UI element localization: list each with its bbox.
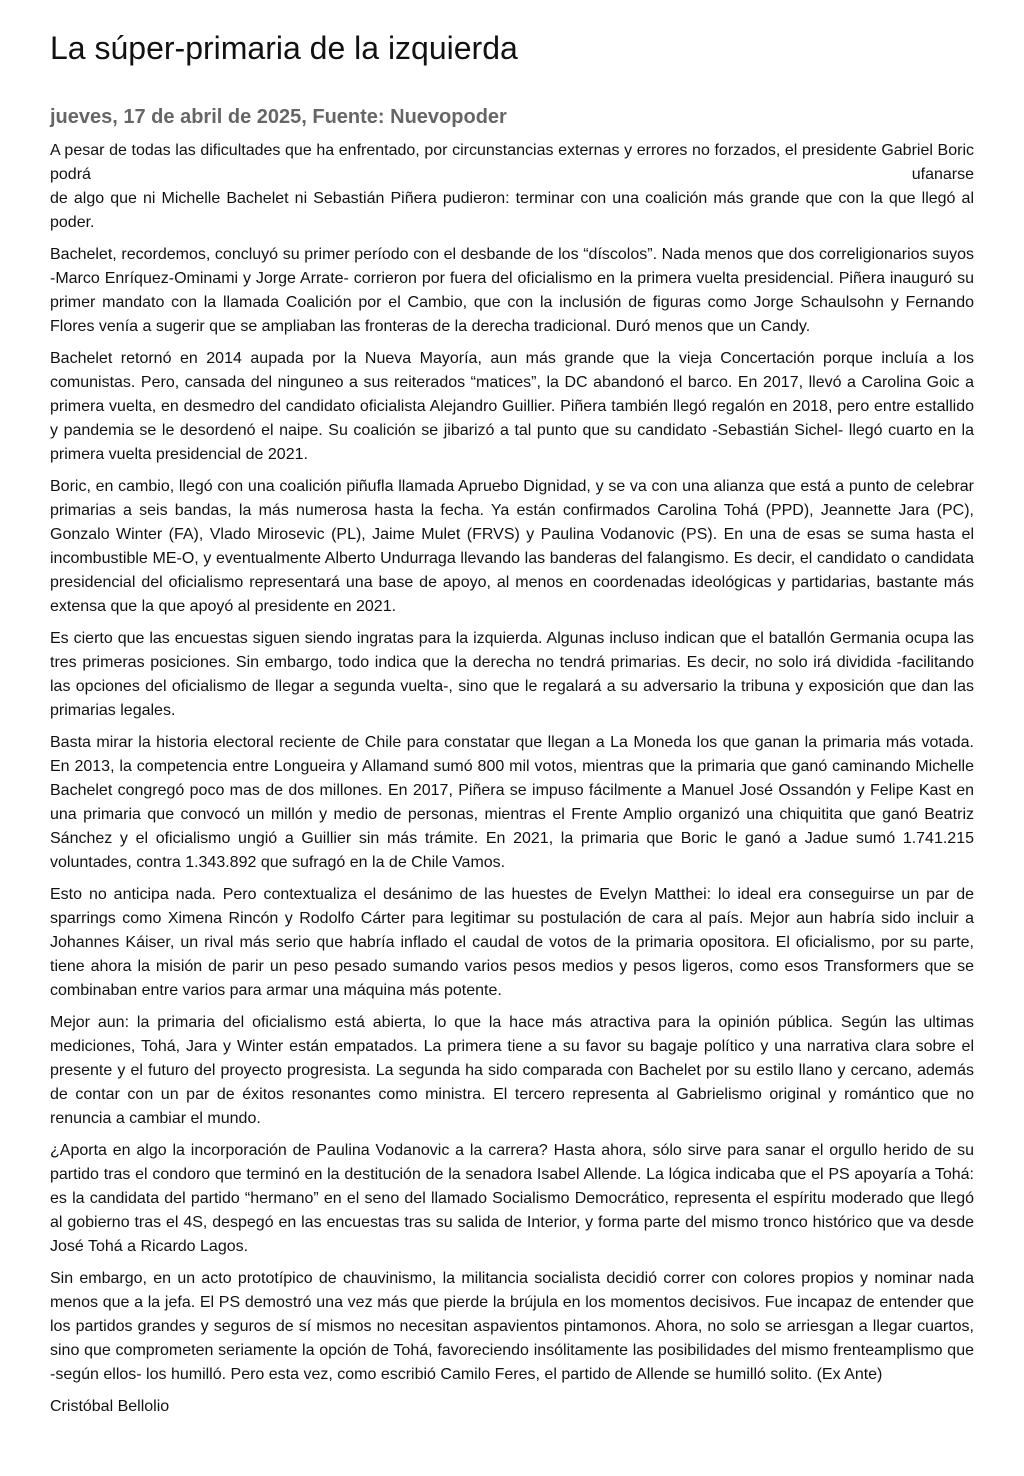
article-paragraph: Boric, en cambio, llegó con una coalición piñufla llamada Apruebo Dignidad, y se va con una alianza que está a punto de celebrar primarias a seis bandas, la más numerosa hasta la fecha. Ya están confirmados Carolina Tohá (PPD), Jeannette Jara (PC), Gonzalo Winter (FA), Vlado Mirosevic (PL), Jaime Mulet (FRVS) y Paulina Vodanovic (PS). En una de esas se suma hasta el incombustible ME-O, y eventualmente Alberto Undurraga llevando las banderas del falangismo. Es decir, el candidato o candidata presidencial del oficialismo representará una base de apoyo, al menos en coordenadas ideológicas y partidarias, bastante más extensa que la que apoyó al presidente en 2021. bbox=[50, 478, 974, 615]
paragraph-line: A pesar de todas las dificultades que ha enfrentado, por circunstancias externas y errores no forzados, el presidente Gabriel Boric podrá ufanarse bbox=[50, 142, 974, 183]
article-paragraph: ¿Aporta en algo la incorporación de Paulina Vodanovic a la carrera? Hasta ahora, sólo sirve para sanar el orgullo herido de su partido tras el condoro que terminó en la destitución de la senadora Isabel Allende. La lógica indicaba que el PS apoyaría a Tohá: es la candidata del partido “hermano” en el seno del llamado Socialismo Democrático, representa el espíritu moderado que llegó al gobierno tras el 4S, despegó en las encuestas tras su salida de Interior, y forma parte del mismo tronco histórico que va desde José Tohá a Ricardo Lagos. bbox=[50, 1142, 974, 1255]
article-date-source: jueves, 17 de abril de 2025, Fuente: Nuevopoder bbox=[50, 106, 507, 128]
article-body bbox=[50, 139, 974, 1387]
article-title: La súper-primaria de la izquierda bbox=[50, 30, 518, 66]
article-paragraph: Bachelet, recordemos, concluyó su primer período con el desbande de los “díscolos”. Nada menos que dos correligionarios suyos -Marco Enríquez-Ominami y Jorge Arrate- corrieron por fuera del oficialismo en la primera vuelta presidencial. Piñera inauguró su primer mandato con la llamada Coalición por el Cambio, que con la inclusión de figuras como Jorge Schaulsohn y Fernando Flores venía a sugerir que se ampliaban las fronteras de la derecha tradicional. Duró menos que un Candy. bbox=[50, 246, 974, 335]
article-author: Cristóbal Bellolio bbox=[50, 1398, 170, 1415]
article-paragraph: Es cierto que las encuestas siguen siendo ingratas para la izquierda. Algunas incluso indican que el batallón Germania ocupa las tres primeras posiciones. Sin embargo, todo indica que la derecha no tendrá primarias. Es decir, no solo irá dividida -facilitando las opciones del oficialismo de llegar a segunda vuelta-, sino que le regalará a su adversario la tribuna y exposición que dan las primarias legales. bbox=[50, 630, 974, 719]
article-paragraph: Sin embargo, en un acto prototípico de chauvinismo, la militancia socialista decidió correr con colores propios y nominar nada menos que a la jefa. El PS demostró una vez más que pierde la brújula en los momentos decisivos. Fue incapaz de entender que los partidos grandes y seguros de sí mismos no necesitan aspavientos pintamonos. Ahora, no solo se arriesgan a llegar cuartos, sino que comprometen seriamente la opción de Tohá, favoreciendo insólitamente las posibilidades del mismo frenteamplismo que -según ellos- los humilló. Pero esta vez, como escribió Camilo Feres, el partido de Allende se humilló solito. (Ex Ante) bbox=[50, 1270, 974, 1383]
article-paragraph bbox=[50, 139, 974, 235]
article-paragraph: Esto no anticipa nada. Pero contextualiza el desánimo de las huestes de Evelyn Matthei: lo ideal era conseguirse un par de sparrings como Ximena Rincón y Rodolfo Cárter para legitimar su postulación de cara al país. Mejor aun habría sido incluir a Johannes Káiser, un rival más serio que habría inflado el caudal de votos de la primaria opositora. El oficialismo, por su parte, tiene ahora la misión de parir un peso pesado sumando varios pesos medios y pesos ligeros, como esos Transformers que se combinaban entre varios para armar una máquina más potente. bbox=[50, 886, 974, 999]
paragraph-line: de algo que ni Michelle Bachelet ni Sebastián Piñera pudieron: terminar con una coalición más grande que con la que llegó al poder. bbox=[50, 190, 974, 231]
article-paragraph: Bachelet retornó en 2014 aupada por la Nueva Mayoría, aun más grande que la vieja Concertación porque incluía a los comunistas. Pero, cansada del ninguneo a sus reiterados “matices”, la DC abandonó el barco. En 2017, llevó a Carolina Goic a primera vuelta, en desmedro del candidato oficialista Alejandro Guillier. Piñera también llegó regalón en 2018, pero entre estallido y pandemia se le desordenó el naipe. Su coalición se jibarizó a tal punto que su candidato -Sebastián Sichel- llegó cuarto en la primera vuelta presidencial de 2021. bbox=[50, 350, 974, 463]
article-paragraph: Basta mirar la historia electoral reciente de Chile para constatar que llegan a La Moneda los que ganan la primaria más votada. En 2013, la competencia entre Longueira y Allamand sumó 800 mil votos, mientras que la primaria que ganó caminando Michelle Bachelet congregó poco mas de dos millones. En 2017, Piñera se impuso fácilmente a Manuel José Ossandón y Felipe Kast en una primaria que convocó un millón y medio de personas, mientras el Frente Amplio organizó una chiquitita que ganó Beatriz Sánchez y el oficialismo ungió a Guillier sin más trámite. En 2021, la primaria que Boric le ganó a Jadue sumó 1.741.215 voluntades, contra 1.343.892 que sufragó en la de Chile Vamos. bbox=[50, 734, 974, 871]
article-paragraph: Mejor aun: la primaria del oficialismo está abierta, lo que la hace más atractiva para la opinión pública. Según las ultimas mediciones, Tohá, Jara y Winter están empatados. La primera tiene a su favor su bagaje político y una narrativa clara sobre el presente y el futuro del proyecto progresista. La segunda ha sido comparada con Bachelet por su estilo llano y cercano, además de contar con un par de éxitos resonantes como ministra. El tercero representa al Gabrielismo original y romántico que no renuncia a cambiar el mundo. bbox=[50, 1014, 974, 1127]
